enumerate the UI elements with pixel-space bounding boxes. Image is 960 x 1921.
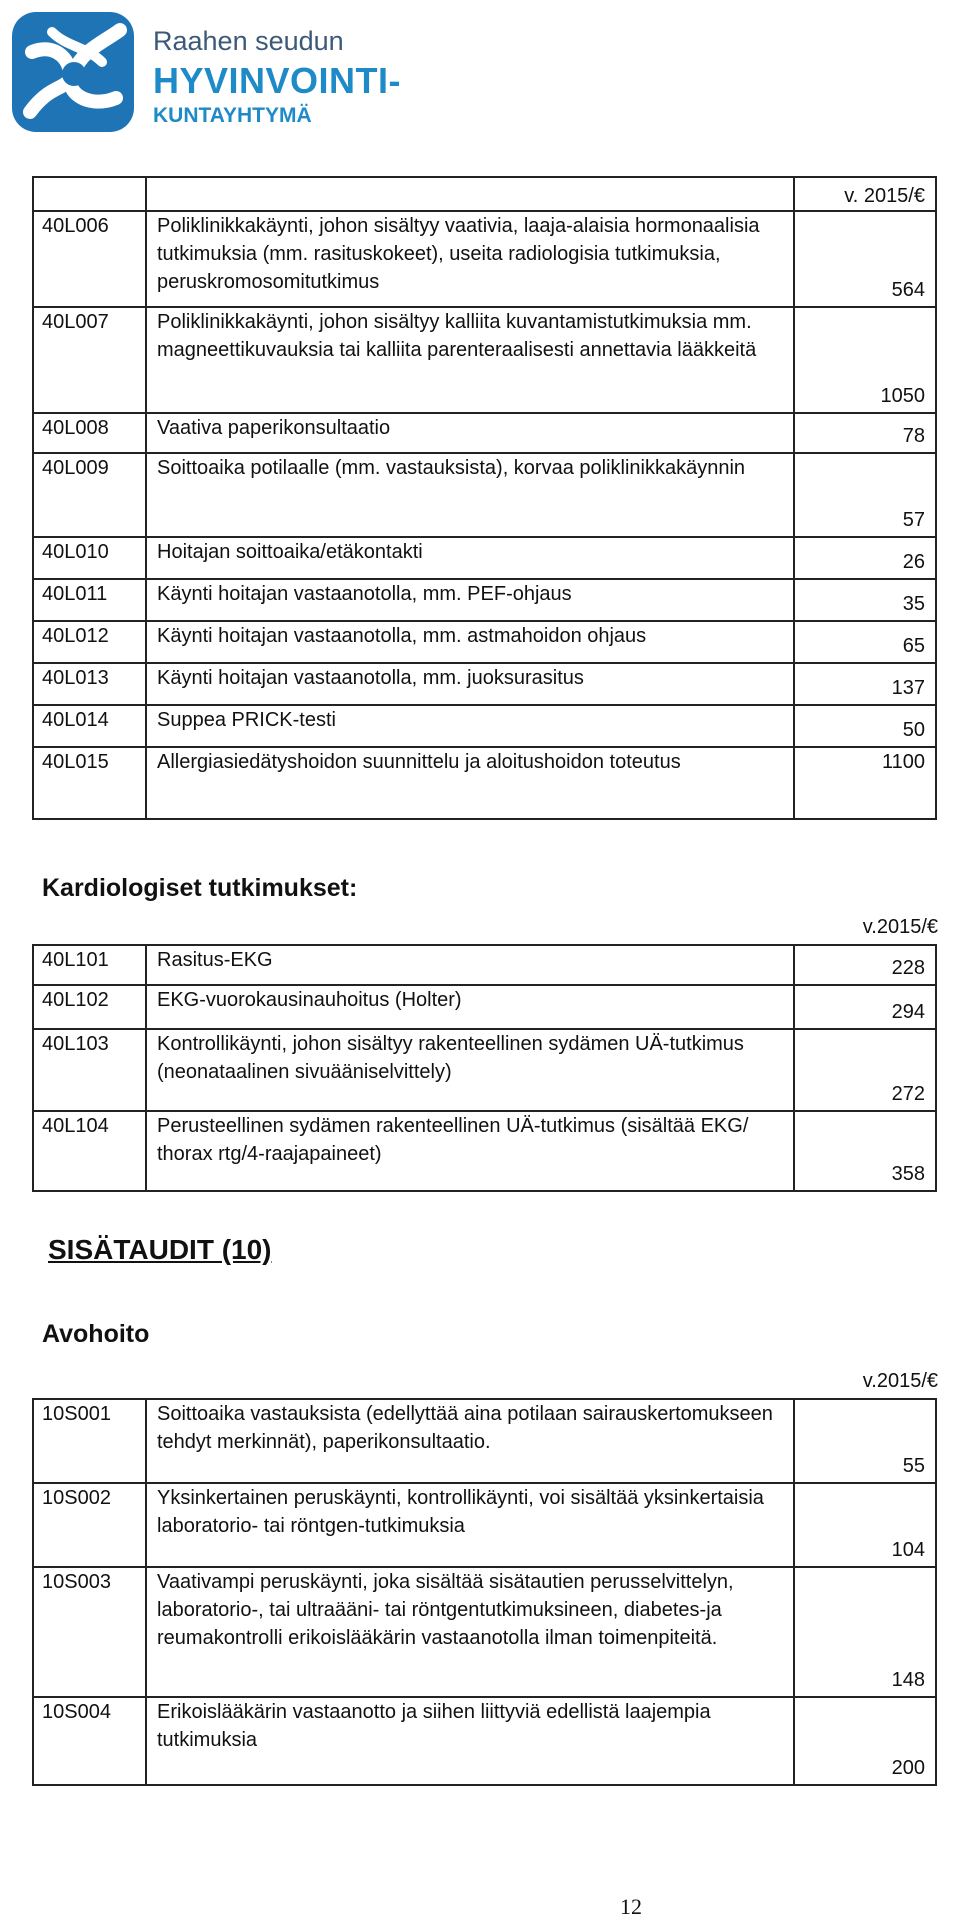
service-price: 358 [891,1163,925,1185]
knot-logo-icon [12,12,134,132]
service-code: 40L103 [33,1029,146,1111]
service-code: 40L015 [33,747,146,819]
service-description: EKG-vuorokausinauhoitus (Holter) [146,985,794,1029]
table-row [33,1567,936,1697]
table-row [33,1029,936,1111]
organization-logo [8,12,428,137]
price-header: v.2015/€ [862,1370,938,1392]
price-header: v.2015/€ [862,916,938,938]
table-row [33,307,936,413]
service-price: 65 [902,635,925,657]
service-price: 1050 [880,385,925,407]
service-code: 10S001 [33,1399,146,1483]
service-code: 10S004 [33,1697,146,1785]
service-description: Perusteellinen sydämen rakenteellinen UÄ-tutkimus (sisältää EKG/ thorax rtg/4-raajapaineet) [146,1111,794,1191]
service-code: 40L012 [33,621,146,663]
service-price: 26 [902,551,925,573]
table-row [33,1483,936,1567]
table-header-row [33,177,936,211]
table-row [33,985,936,1029]
service-description: Käynti hoitajan vastaanotolla, mm. astmahoidon ohjaus [146,621,794,663]
service-description: Poliklinikkakäynti, johon sisältyy kalliita kuvantamistutkimuksia mm. magneettikuvauksia tai kalliita parenteraalisesti annettavia lääkkeitä [146,307,794,413]
service-description: Erikoislääkärin vastaanotto ja siihen liittyviä edellistä laajempia tutkimuksia [146,1697,794,1785]
table-row [33,621,936,663]
service-description: Käynti hoitajan vastaanotolla, mm. juoksurasitus [146,663,794,705]
table-row [33,705,936,747]
service-price: 200 [891,1757,925,1779]
table-row [33,945,936,985]
service-price: 104 [891,1539,925,1561]
page-number: 12 [620,1894,642,1919]
subsection-heading-outpatient: Avohoito [42,1320,150,1348]
service-price: 272 [891,1083,925,1105]
table-row [33,579,936,621]
service-description: Hoitajan soittoaika/etäkontakti [146,537,794,579]
table-row [33,211,936,307]
service-description: Poliklinikkakäynti, johon sisältyy vaativia, laaja-alaisia hormonaalisia tutkimuksia (mm. rasituskokeet), useita radiologisia tutkimuksia, peruskromosomitutkimus [146,211,794,307]
service-price: 1100 [881,751,925,773]
logo-line-2: HYVINVOINTI- [153,60,402,101]
table-row [33,453,936,537]
service-code: 40L101 [33,945,146,985]
service-description: Allergiasiedätyshoidon suunnittelu ja aloitushoidon toteutus [146,747,794,819]
service-description: Soittoaika vastauksista (edellyttää aina potilaan sairauskertomukseen tehdyt merkinnät), paperikonsultaatio. [146,1399,794,1483]
service-price: 50 [902,719,925,741]
service-description: Soittoaika potilaalle (mm. vastauksista), korvaa poliklinikkakäynnin [146,453,794,537]
table-row [33,413,936,453]
price-table-main [32,176,937,820]
service-description: Yksinkertainen peruskäynti, kontrollikäynti, voi sisältää yksinkertaisia laboratorio- tai röntgen-tutkimuksia [146,1483,794,1567]
service-price: 55 [902,1455,925,1477]
service-code: 40L007 [33,307,146,413]
service-code: 40L006 [33,211,146,307]
table-row [33,747,936,819]
price-header: v. 2015/€ [844,185,925,207]
logo-line-3: KUNTAYHTYMÄ [153,104,312,127]
service-price: 57 [902,509,925,531]
service-price: 137 [891,677,925,699]
logo-line-1: Raahen seudun [153,26,344,56]
table-row [33,1697,936,1785]
table-row [33,1399,936,1483]
service-code: 40L104 [33,1111,146,1191]
service-price: 148 [891,1669,925,1691]
service-price: 78 [902,425,925,447]
service-description: Rasitus-EKG [146,945,794,985]
service-description: Suppea PRICK-testi [146,705,794,747]
service-code: 10S002 [33,1483,146,1567]
service-description: Vaativampi peruskäynti, joka sisältää sisätautien perusselvittelyn, laboratorio-, tai ultraääni- tai röntgentutkimuksineen, diabetes-ja reumakontrolli erikoislääkärin vastaanotolla ilman toimenpiteitä. [146,1567,794,1697]
service-code: 40L013 [33,663,146,705]
service-description: Käynti hoitajan vastaanotolla, mm. PEF-ohjaus [146,579,794,621]
service-code: 40L009 [33,453,146,537]
table-row [33,663,936,705]
service-code: 40L010 [33,537,146,579]
price-table-internal-medicine [32,1398,937,1786]
service-price: 35 [902,593,925,615]
table-row [33,1111,936,1191]
table-row [33,537,936,579]
service-code: 40L102 [33,985,146,1029]
service-price: 294 [891,1001,925,1023]
service-description: Vaativa paperikonsultaatio [146,413,794,453]
service-code: 10S003 [33,1567,146,1697]
service-price: 228 [891,957,925,979]
price-table-cardiology [32,944,937,1192]
section-heading-internal-medicine: SISÄTAUDIT (10) [48,1234,272,1265]
service-code: 40L011 [33,579,146,621]
section-heading-cardiology: Kardiologiset tutkimukset: [42,874,358,902]
service-code: 40L014 [33,705,146,747]
service-code: 40L008 [33,413,146,453]
service-description: Kontrollikäynti, johon sisältyy rakenteellinen sydämen UÄ-tutkimus (neonataalinen sivuääniselvittely) [146,1029,794,1111]
service-price: 564 [891,279,925,301]
